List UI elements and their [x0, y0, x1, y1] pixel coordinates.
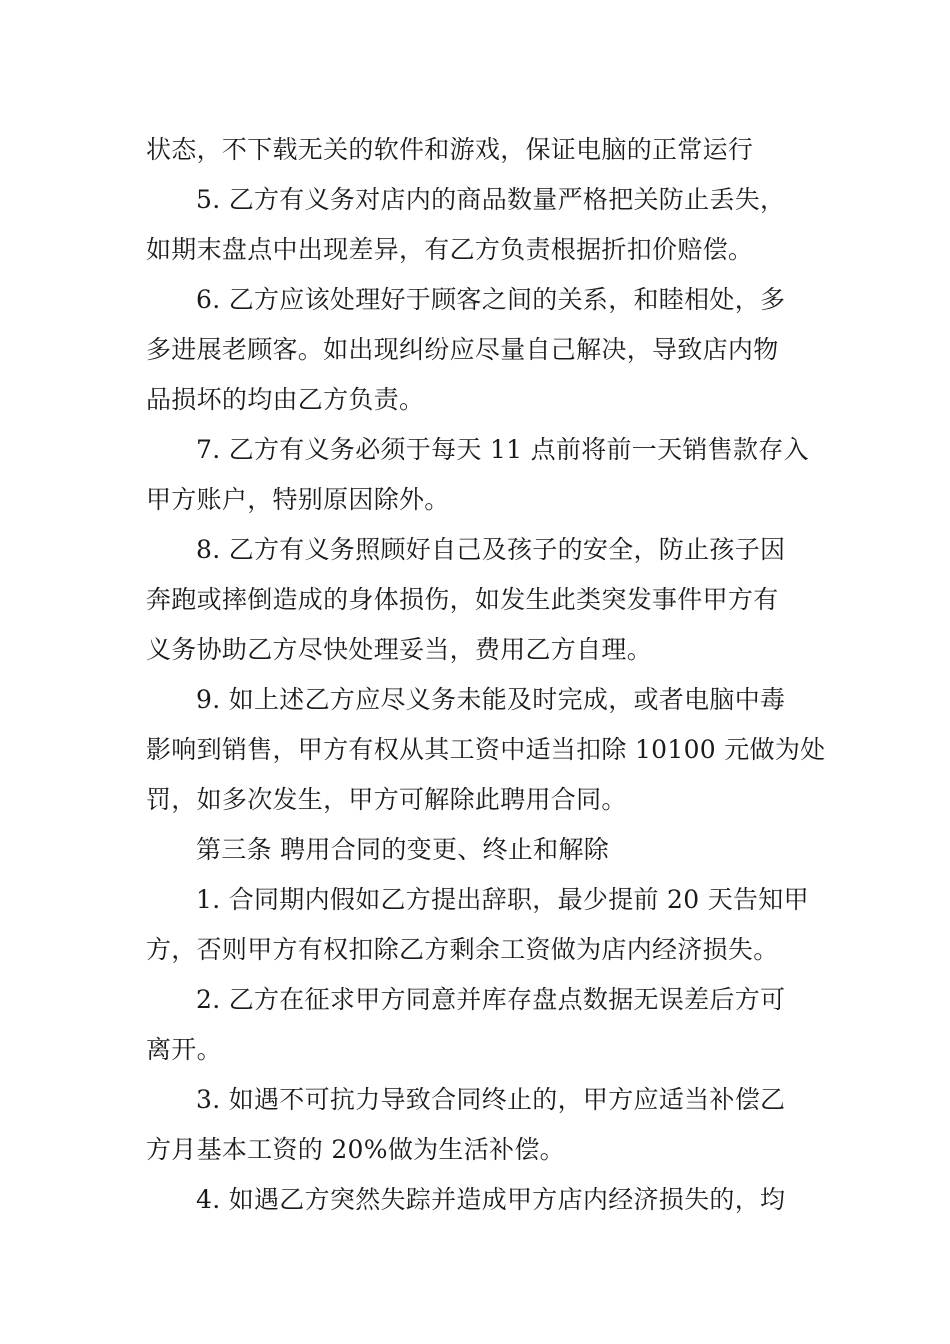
text-line: 7. 乙方有义务必须于每天 11 点前将前一天销售款存入 — [196, 435, 809, 464]
text-line: 6. 乙方应该处理好于顾客之间的关系，和睦相处，多 — [196, 285, 786, 314]
text-line: 2. 乙方在征求甲方同意并库存盘点数据无误差后方可 — [196, 985, 786, 1014]
text-line: 影响到销售，甲方有权从其工资中适当扣除 10100 元做为处 — [146, 735, 826, 764]
text-line: 9. 如上述乙方应尽义务未能及时完成，或者电脑中毒 — [196, 685, 786, 714]
text-line: 5. 乙方有义务对店内的商品数量严格把关防止丢失， — [196, 185, 786, 214]
text-line: 多进展老顾客。如出现纠纷应尽量自己解决，导致店内物 — [146, 335, 779, 364]
text-line: 品损坏的均由乙方负责。 — [146, 385, 425, 414]
text-line: 状态，不下载无关的软件和游戏，保证电脑的正常运行 — [146, 135, 754, 164]
section-heading: 第三条 聘用合同的变更、终止和解除 — [196, 835, 610, 864]
text-line: 方月基本工资的 20%做为生活补偿。 — [146, 1135, 565, 1164]
text-line: 4. 如遇乙方突然失踪并造成甲方店内经济损失的，均 — [196, 1185, 786, 1214]
text-line: 如期末盘点中出现差异，有乙方负责根据折扣价赔偿。 — [146, 235, 754, 264]
text-line: 8. 乙方有义务照顾好自己及孩子的安全，防止孩子因 — [196, 535, 786, 564]
text-line: 罚，如多次发生，甲方可解除此聘用合同。 — [146, 785, 627, 814]
text-line: 方，否则甲方有权扣除乙方剩余工资做为店内经济损失。 — [146, 935, 779, 964]
text-line: 离开。 — [146, 1035, 222, 1064]
text-line: 1. 合同期内假如乙方提出辞职，最少提前 20 天告知甲 — [196, 885, 809, 914]
text-line: 义务协助乙方尽快处理妥当，费用乙方自理。 — [146, 635, 653, 664]
text-line: 甲方账户，特别原因除外。 — [146, 485, 450, 514]
text-line: 3. 如遇不可抗力导致合同终止的，甲方应适当补偿乙 — [196, 1085, 786, 1114]
text-line: 奔跑或摔倒造成的身体损伤，如发生此类突发事件甲方有 — [146, 585, 779, 614]
